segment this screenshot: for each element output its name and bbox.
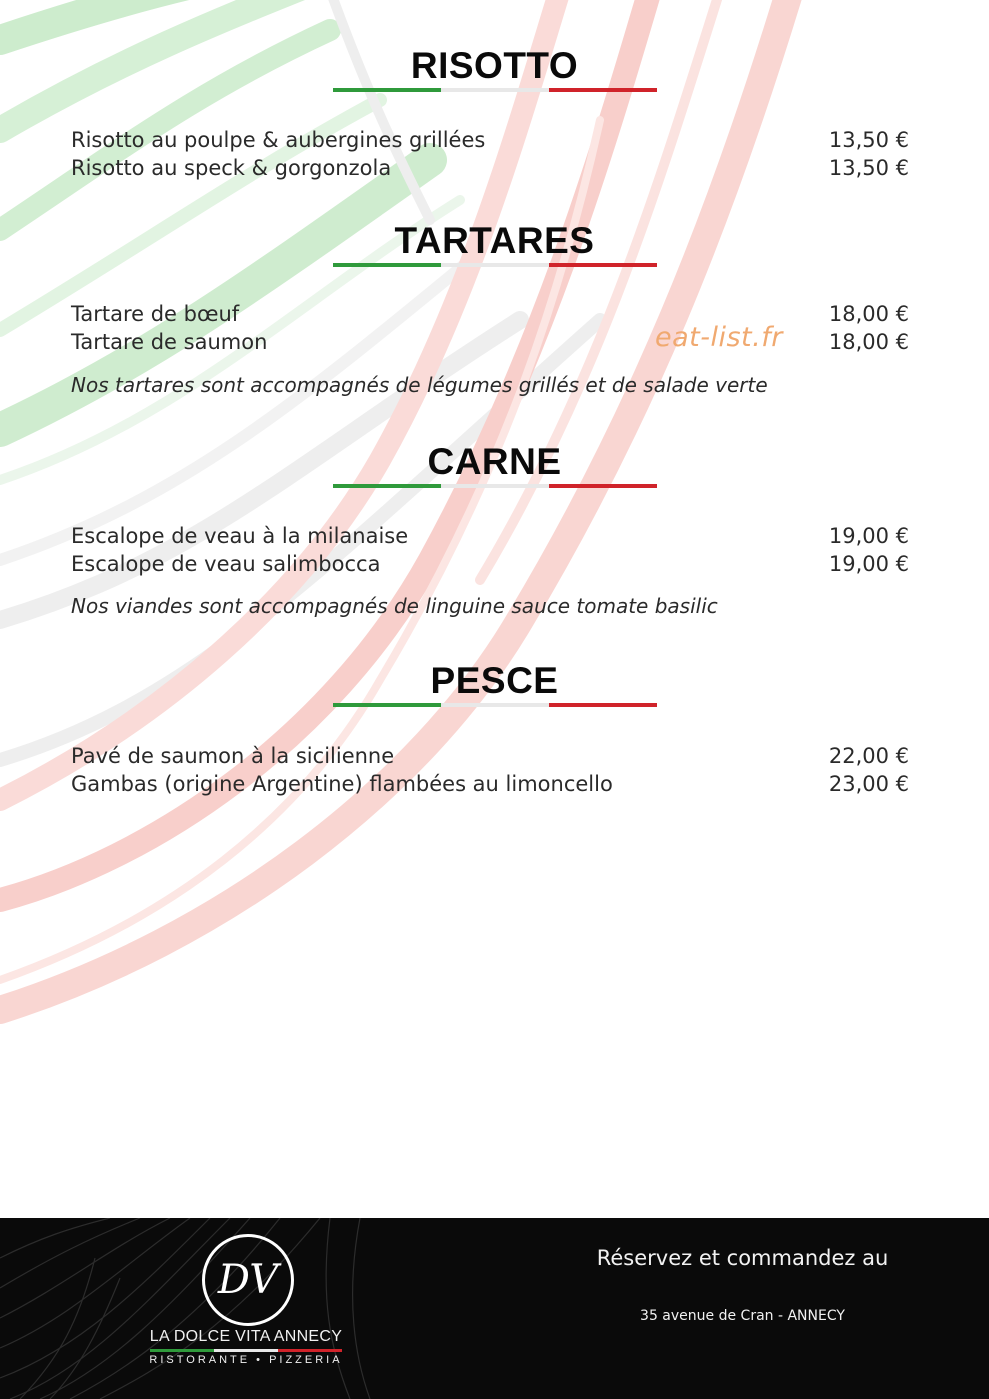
item-name: Escalope de veau à la milanaise [71, 524, 409, 548]
section-note: Nos tartares sont accompagnés de légumes grillés et de salade verte [71, 373, 768, 397]
brand-tagline: RISTORANTE • PIZZERIA [149, 1354, 343, 1366]
section-note: Nos viandes sont accompagnés de linguine sauce tomate basilic [71, 594, 718, 618]
menu-item [71, 550, 909, 578]
footer-decorative-lines [0, 1218, 380, 1399]
item-name: Risotto au poulpe & aubergines grillées [71, 128, 486, 152]
section-carne [0, 440, 989, 489]
item-name: Risotto au speck & gorgonzola [71, 156, 392, 180]
address-text: 35 avenue de Cran - ANNECY [640, 1308, 845, 1324]
item-price: 18,00 € [828, 330, 909, 354]
risotto-items [71, 126, 909, 182]
brand-name: LA DOLCE VITA ANNECY [149, 1328, 343, 1345]
flag-divider [333, 703, 657, 708]
footer [0, 1218, 989, 1399]
item-price: 18,00 € [828, 302, 909, 326]
section-title: CARNE [427, 441, 562, 482]
flag-divider [333, 263, 657, 268]
section-pesce [0, 659, 989, 708]
carne-items [71, 522, 909, 578]
item-price: 23,00 € [828, 772, 909, 796]
menu-item [71, 126, 909, 154]
tartares-items [71, 300, 909, 356]
item-name: Pavé de saumon à la sicilienne [71, 744, 395, 768]
logo-monogram: DV [217, 1257, 279, 1303]
item-price: 19,00 € [828, 552, 909, 576]
menu-item [71, 154, 909, 182]
logo-emblem [202, 1234, 294, 1326]
brand-flag-bar [150, 1349, 342, 1352]
menu-item [71, 328, 909, 356]
reservation-text: Réservez et commandez au [596, 1246, 889, 1270]
section-title: PESCE [430, 660, 559, 701]
flag-divider [333, 88, 657, 93]
item-price: 13,50 € [828, 128, 909, 152]
section-tartares [0, 219, 989, 268]
menu-item [71, 770, 909, 798]
watermark-text: eat-list.fr [655, 322, 783, 353]
section-title: RISOTTO [410, 45, 579, 86]
item-price: 19,00 € [828, 524, 909, 548]
item-price: 13,50 € [828, 156, 909, 180]
pesce-items [71, 742, 909, 798]
item-name: Tartare de saumon [71, 330, 268, 354]
menu-item [71, 742, 909, 770]
menu-item [71, 522, 909, 550]
item-name: Escalope de veau salimbocca [71, 552, 381, 576]
item-price: 22,00 € [828, 744, 909, 768]
menu-item [71, 300, 909, 328]
section-title: TARTARES [394, 220, 595, 261]
item-name: Gambas (origine Argentine) flambées au limoncello [71, 772, 613, 796]
item-name: Tartare de bœuf [71, 302, 240, 326]
flag-divider [333, 484, 657, 489]
section-risotto [0, 44, 989, 93]
